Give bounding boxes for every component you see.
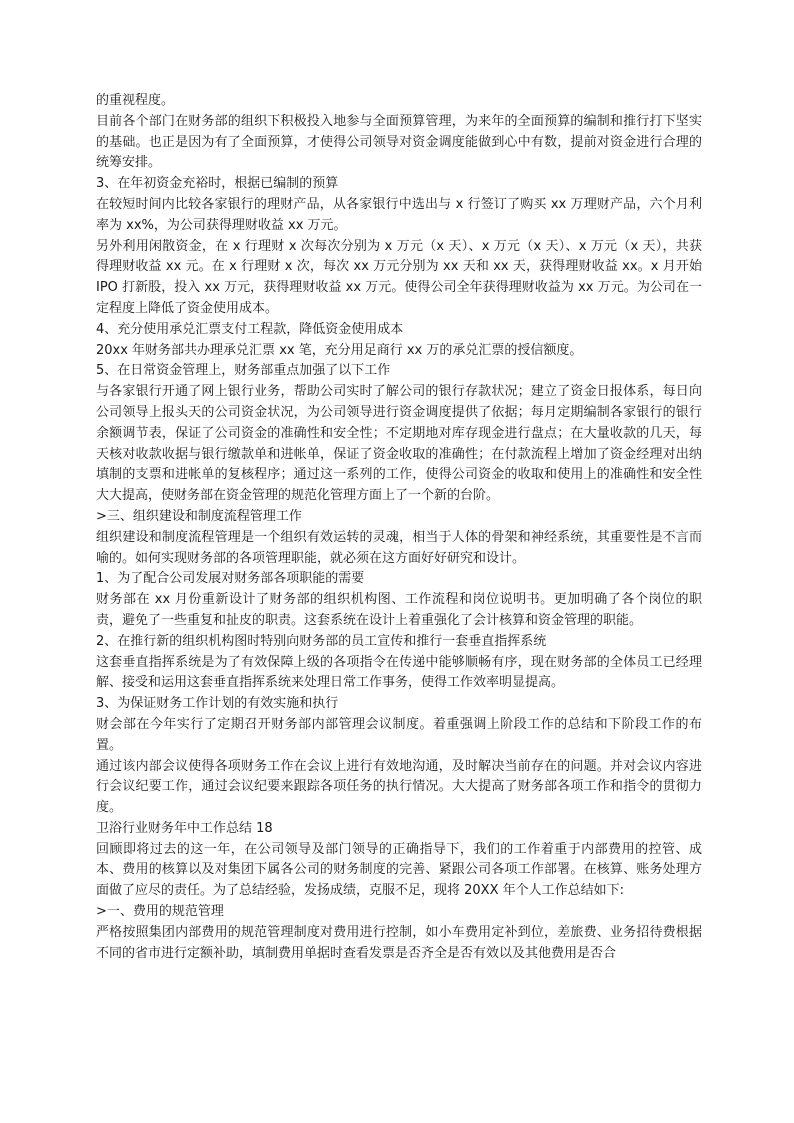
- subheading: 1、为了配合公司发展对财务部各项职能的需要: [96, 571, 365, 587]
- subheading: 2、在推行新的组织机构图时特别向财务部的员工宣传和推行一套垂直指挥系统: [96, 633, 547, 649]
- paragraph: 目前各个部门在财务部的组织下积极投入地参与全面预算管理，为来年的全面预算的编制和推行打下坚实的基础。也正是因为有了全面预算，才使得公司领导对资金调度能做到心中有数，提前对资金进行合理的统筹安排。: [96, 113, 702, 171]
- paragraph: 回顾即将过去的这一年，在公司领导及部门领导的正确指导下，我们的工作着重于内部费用的控管、成本、费用的核算以及对集团下属各公司的财务制度的完善、紧跟公司各项工作部署。在核算、账务处理方面做了应尽的责任。为了总结经验，发扬成绩，克服不足，现将 20XX 年个人工作总结如下:: [96, 841, 702, 899]
- subheading: 5、在日常资金管理上，财务部重点加强了以下工作: [96, 363, 391, 379]
- section-heading: >三、组织建设和制度流程管理工作: [96, 508, 302, 524]
- paragraph: 另外利用闲散资金，在 x 行理财 x 次每次分别为 x 万元（x 天）、x 万元（x 天）、x 万元（x 天），共获得理财收益 xx 元。在 x 行理财 x 次，每次 xx 万元分别为 xx 天和 xx 天，获得理财收益 xx。x 月开始 IPO 打新股，投入 xx 万元，获得理财收益 xx 万元。使得公司全年获得理财收益为 xx 万元。为公司在一定程度上降低了资金使用成本。: [96, 238, 707, 316]
- subheading: 4、充分使用承兑汇票支付工程款，降低资金使用成本: [96, 321, 404, 337]
- subheading: 3、为保证财务工作计划的有效实施和执行: [96, 696, 339, 712]
- paragraph: 财会部在今年实行了定期召开财务部内部管理会议制度。着重强调上阶段工作的总结和下阶段工作的布置。: [96, 716, 702, 753]
- document-title: 卫浴行业财务年中工作总结 18: [96, 820, 273, 836]
- paragraph: 这套垂直指挥系统是为了有效保障上级的各项指令在传递中能够顺畅有序，现在财务部的全体员工已经理解、接受和运用这套垂直指挥系统来处理日常工作事务，使得工作效率明显提高。: [96, 654, 702, 691]
- subheading: 3、在年初资金充裕时，根据已编制的预算: [96, 176, 339, 192]
- paragraph: 财务部在 xx 月份重新设计了财务部的组织机构图、工作流程和岗位说明书。更加明确了各个岗位的职责，避免了一些重复和扯皮的职责。这套系统在设计上着重强化了会计核算和资金管理的职能。: [96, 592, 702, 628]
- paragraph: 通过该内部会议使得各项财务工作在会议上进行有效地沟通，及时解决当前存在的问题。并对会议内容进行会议纪要工作，通过会议纪要来跟踪各项任务的执行情况。大大提高了财务部各项工作和指令的贯彻力度。: [96, 758, 702, 816]
- paragraph: 组织建设和制度流程管理是一个组织有效运转的灵魂，相当于人体的骨架和神经系统，其重要性是不言而喻的。如何实现财务部的各项管理职能，就必须在这方面好好研究和设计。: [96, 529, 702, 566]
- paragraph: 在较短时间内比较各家银行的理财产品，从各家银行中选出与 x 行签订了购买 xx 万理财产品，六个月利率为 xx%，为公司获得理财收益 xx 万元。: [96, 196, 702, 233]
- document-body: [96, 91, 707, 964]
- section-heading: >一、费用的规范管理: [96, 904, 224, 920]
- paragraph: 严格按照集团内部费用的规范管理制度对费用进行控制，如小车费用定补到位，差旅费、业务招待费根据不同的省市进行定额补助，填制费用单据时查看发票是否齐全是否有效以及其他费用是否合: [96, 924, 702, 961]
- text-line: 的重视程度。: [96, 93, 175, 108]
- paragraph: 20xx 年财务部共办理承兑汇票 xx 笔，充分用足商行 xx 万的承兑汇票的授信额度。: [96, 342, 583, 358]
- paragraph: 与各家银行开通了网上银行业务，帮助公司实时了解公司的银行存款状况；建立了资金日报体系，每日向公司领导上报头天的公司资金状况，为公司领导进行资金调度提供了依据；每月定期编制各家银行的银行余额调节表，保证了公司资金的准确性和安全性；不定期地对库存现金进行盘点；在大量收款的几天，每天核对收款收据与银行缴款单和进帐单，保证了资金收取的准确性；在付款流程上增加了资金经理对出纳填制的支票和进帐单的复核程序；通过这一系列的工作，使得公司资金的收取和使用上的准确性和安全性大大提高，使财务部在资金管理的规范化管理方面上了一个新的台阶。: [96, 384, 702, 504]
